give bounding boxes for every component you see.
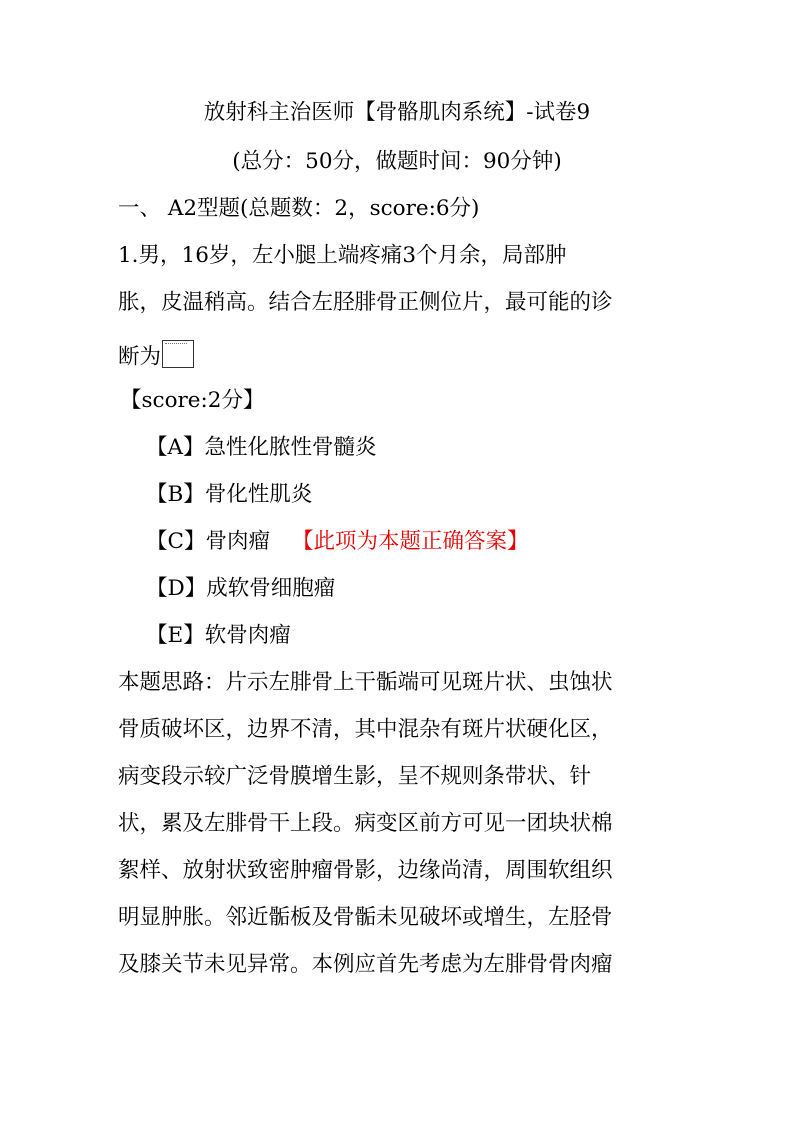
section-heading: 一、 A2型题(总题数：2，score:6分) [118, 196, 480, 221]
correct-answer-note: 【此项为本题正确答案】 [291, 529, 529, 554]
explanation-line-3: 病变段示较广泛骨膜增生影，呈不规则条带状、针 [118, 764, 592, 789]
question-text-line-1: 1.男，16岁，左小腿上端疼痛3个月余，局部肿 [118, 243, 567, 268]
option-c-text: 骨肉瘤 [205, 529, 270, 554]
option-a[interactable] [146, 437, 377, 459]
question-score: 【score:2分】 [120, 388, 265, 413]
option-b-text: 骨化性肌炎 [204, 482, 313, 507]
page-subtitle: (总分：50分，做题时间：90分钟) [232, 149, 562, 174]
explanation-line-6: 明显肿胀。邻近骺板及骨骺未见破坏或增生，左胫骨 [118, 905, 613, 930]
option-d-tag: 【D】 [146, 576, 207, 601]
question-text-line-3-label: 断为 [118, 344, 162, 370]
explanation-line-5: 絮样、放射状致密肿瘤骨影，边缘尚清，周围软组织 [118, 858, 613, 883]
option-a-tag: 【A】 [146, 435, 205, 460]
option-b[interactable] [146, 484, 312, 506]
question-text-line-3 [118, 340, 194, 368]
option-d-text: 成软骨细胞瘤 [206, 576, 336, 601]
option-b-tag: 【B】 [146, 482, 205, 507]
option-c-tag: 【C】 [146, 529, 206, 554]
explanation-line-7: 及膝关节未见异常。本例应首先考虑为左腓骨骨肉瘤 [118, 952, 613, 977]
question-text-line-2: 胀，皮温稍高。结合左胫腓骨正侧位片，最可能的诊 [118, 290, 613, 315]
page-title: 放射科主治医师【骨骼肌肉系统】-试卷9 [203, 100, 591, 125]
option-e[interactable] [146, 625, 291, 647]
option-d[interactable] [146, 578, 335, 600]
question-image-placeholder [162, 340, 194, 368]
explanation-line-2: 骨质破坏区，边界不清，其中混杂有斑片状硬化区， [118, 717, 613, 742]
explanation-line-1: 本题思路：片示左腓骨上干骺端可见斑片状、虫蚀状 [118, 670, 613, 695]
explanation-line-4: 状，累及左腓骨干上段。病变区前方可见一团块状棉 [118, 811, 613, 836]
option-e-text: 软骨肉瘤 [204, 623, 291, 648]
option-e-tag: 【E】 [146, 623, 205, 648]
option-a-text: 急性化脓性骨髓炎 [204, 435, 377, 460]
broken-image-icon [165, 343, 187, 349]
option-c[interactable] [146, 531, 528, 553]
